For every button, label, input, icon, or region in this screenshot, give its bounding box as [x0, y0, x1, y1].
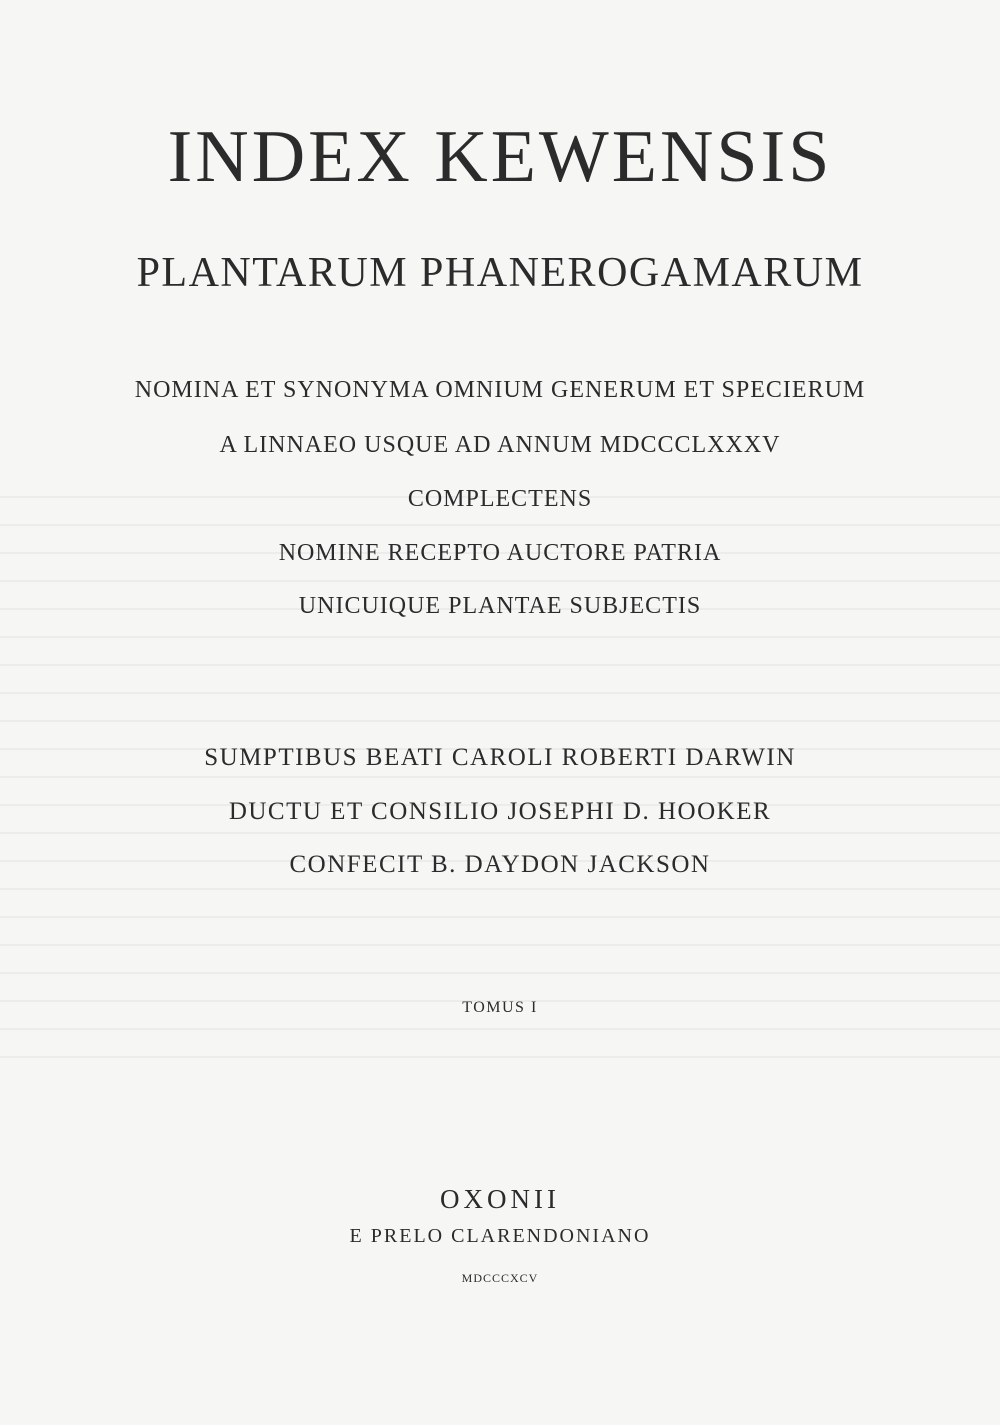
credit-line: CONFECIT B. DAYDON JACKSON — [289, 851, 711, 878]
imprint-place: OXONII — [440, 1184, 560, 1214]
description-line: NOMINE RECEPTO AUCTORE PATRIA — [278, 540, 722, 566]
imprint-year: MDCCCXCV — [461, 1271, 539, 1285]
description-line: NOMINA ET SYNONYMA OMNIUM GENERUM ET SPECIERUM — [134, 377, 866, 403]
credit-line: SUMPTIBUS BEATI CAROLI ROBERTI DARWIN — [204, 744, 796, 771]
credit-line: DUCTU ET CONSILIO JOSEPHI D. HOOKER — [228, 798, 772, 825]
volume-number: TOMUS I — [462, 999, 538, 1016]
book-subtitle: PLANTARUM PHANEROGAMARUM — [136, 250, 864, 296]
imprint-press: E PRELO CLARENDONIANO — [349, 1225, 651, 1247]
description-line: COMPLECTENS — [407, 486, 593, 512]
description-line: A LINNAEO USQUE AD ANNUM MDCCCLXXXV — [219, 432, 781, 458]
description-line: UNICUIQUE PLANTAE SUBJECTIS — [298, 593, 702, 619]
book-title: INDEX KEWENSIS — [167, 116, 833, 198]
